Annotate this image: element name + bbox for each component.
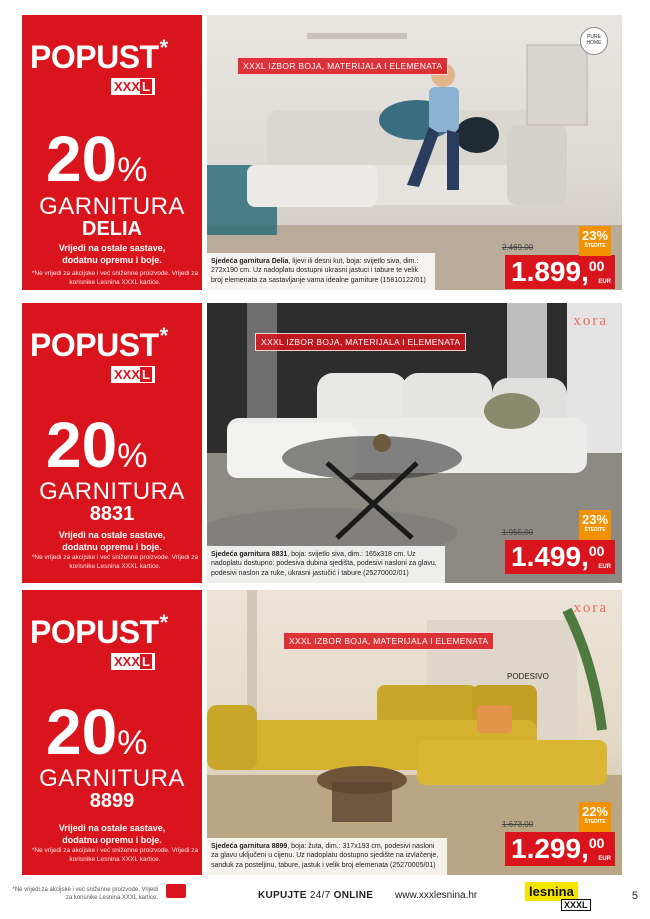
podesivo-label: PODESIVO xyxy=(507,672,549,681)
validity-note: Vrijedi na ostale sastave, dodatnu opremu i boje. xyxy=(58,243,166,265)
popust-label: POPUST xyxy=(30,614,159,650)
popust-label: POPUST xyxy=(30,39,159,75)
percent-value: 20 xyxy=(46,409,118,481)
currency: EUR xyxy=(598,564,611,571)
savings-badge xyxy=(579,226,611,256)
asterisk: * xyxy=(159,610,169,635)
price-tag xyxy=(505,832,615,866)
xxx-text: XXX xyxy=(114,79,141,94)
offer-8831 xyxy=(0,303,650,583)
xxxl-logo xyxy=(110,365,156,384)
validity-note: Vrijedi na ostale sastave, dodatnu opremu i boje. xyxy=(58,823,166,845)
product-details: , boja: žuta, dim.: 317x193 cm, podesivi nasloni za glavu uključeni u cijenu. Uz nadoplatu dostupno sjedište na izvlačenje, sanduk za posteljinu, tabure, jastuk i velik broj elemenata (25270005/01) xyxy=(211,842,439,869)
xora-logo: xora xyxy=(573,600,608,616)
percent-sign: % xyxy=(117,151,148,189)
savings-percent: 23% xyxy=(581,228,609,243)
percent-value: 20 xyxy=(46,696,118,768)
xxxl-logo xyxy=(110,77,156,96)
xora-logo: xora xyxy=(573,313,608,329)
product-name: Sjedeća garnitura Delia xyxy=(211,257,289,265)
popust-label: POPUST xyxy=(30,327,159,363)
fine-print: *Ne vrijedi za akcijske i već sniženne proizvode. Vrijedi za korisnike Lesnina XXXL kartice. xyxy=(31,554,199,570)
discount-percent xyxy=(46,696,196,768)
product-description xyxy=(207,838,447,875)
discount-panel xyxy=(22,303,202,583)
lesnina-wordmark: lesnina xyxy=(525,882,578,901)
discount-panel xyxy=(22,15,202,290)
product-name: Sjedeća garnitura 8831 xyxy=(211,550,288,558)
popust-heading xyxy=(30,35,169,75)
currency: EUR xyxy=(598,279,611,286)
loyalty-card-icon xyxy=(166,884,186,898)
percent-value: 20 xyxy=(46,123,118,195)
savings-label: ŠTEDITE xyxy=(584,527,606,533)
price-cents: 00 xyxy=(588,835,605,851)
garnitura-label: GARNITURA xyxy=(39,193,185,220)
product-details: , lijevi ili desni kut, boja: svijetlo siva, dim.: 272x190 cm. Uz nadoplatu dostupni ukrasni jastuci i tabure te velik broj elemenata za sastavljanje vama idealne garniture (15810122/01) xyxy=(211,257,426,284)
page-footer xyxy=(0,878,650,919)
garnitura-label: GARNITURA xyxy=(39,765,185,792)
savings-percent: 22% xyxy=(581,804,609,819)
fine-print: *Ne vrijedi za akcijske i već sniženne proizvode. Vrijedi za korisnike Lesnina XXXL kartice. xyxy=(31,847,199,863)
price-tag xyxy=(505,255,615,289)
hours-text: 24/7 xyxy=(309,890,331,901)
product-photo xyxy=(207,590,622,875)
price-cents: 00 xyxy=(588,543,605,559)
old-price: 1.955,00 xyxy=(502,528,534,537)
popust-heading xyxy=(30,323,169,363)
product-photo xyxy=(207,303,622,583)
savings-badge xyxy=(579,802,611,832)
xxx-text: XXX xyxy=(114,654,141,669)
l-text: L xyxy=(142,654,150,669)
model-name: 8899 xyxy=(89,790,135,812)
old-price: 2.469,00 xyxy=(502,243,534,252)
kupujte-text: KUPUJTE xyxy=(258,890,307,901)
percent-sign: % xyxy=(117,437,148,475)
pure-home-logo: PURE HOME xyxy=(580,27,608,55)
price-cents: 00 xyxy=(588,258,605,274)
discount-percent xyxy=(46,123,196,195)
validity-note: Vrijedi na ostale sastave, dodatnu opremu i boje. xyxy=(58,530,166,552)
choice-tag: XXXL IZBOR BOJA, MATERIJALA I ELEMENATA xyxy=(237,57,448,75)
price-main: 1.899, xyxy=(511,256,589,287)
discount-panel xyxy=(22,590,202,875)
price-main: 1.299, xyxy=(511,833,589,864)
xxx-text: XXX xyxy=(114,367,141,382)
price-main: 1.499, xyxy=(511,541,589,572)
online-text: ONLINE xyxy=(333,890,374,901)
choice-tag: XXXL IZBOR BOJA, MATERIJALA I ELEMENATA xyxy=(283,632,494,650)
discount-percent xyxy=(46,409,196,481)
popust-heading xyxy=(30,610,169,650)
fine-print: *Ne vrijedi za akcijske i već sniženne proizvode. Vrijedi za korisnike Lesnina XXXL kartice. xyxy=(31,270,199,286)
old-price: 1.673,00 xyxy=(502,820,534,829)
percent-sign: % xyxy=(117,724,148,762)
l-text: L xyxy=(142,79,150,94)
asterisk: * xyxy=(159,35,169,60)
savings-percent: 23% xyxy=(581,512,609,527)
savings-label: ŠTEDITE xyxy=(584,243,606,249)
xxxl-logo xyxy=(110,652,156,671)
model-name: DELIA xyxy=(82,218,142,240)
lesnina-logo xyxy=(525,882,595,912)
l-text: L xyxy=(142,367,150,382)
shop-online-banner xyxy=(258,890,373,901)
savings-label: ŠTEDITE xyxy=(584,819,606,825)
product-photo xyxy=(207,15,622,290)
model-name: 8831 xyxy=(89,503,135,525)
page-number: 5 xyxy=(631,890,638,902)
savings-badge xyxy=(579,510,611,540)
website-link[interactable]: www.xxxlesnina.hr xyxy=(395,890,478,901)
choice-tag: XXXL IZBOR BOJA, MATERIJALA I ELEMENATA xyxy=(255,333,466,351)
currency: EUR xyxy=(598,856,611,863)
product-details: , boja: svijetlo siva, dim.: 165x318 cm. Uz nadoplatu dostupno: podesiva dubina sjedišta, podesivi nasloni za glavu, podesivi naslon za ruke, ukrasni jastučić i tabure (25270002/01) xyxy=(211,550,437,577)
footer-fine-print: *Ne vrijedi za akcijske i već sniženne proizvode. Vrijedi za korisnike Lesnina XXXL kartice. xyxy=(12,887,158,902)
offer-8899 xyxy=(0,590,650,875)
price-tag xyxy=(505,540,615,574)
offer-delia xyxy=(0,15,650,290)
product-description xyxy=(207,546,445,583)
product-description xyxy=(207,253,435,290)
xxxl-wordmark: XXXL xyxy=(561,899,591,911)
asterisk: * xyxy=(159,323,169,348)
garnitura-label: GARNITURA xyxy=(39,478,185,505)
product-name: Sjedeća garnitura 8899 xyxy=(211,842,288,850)
